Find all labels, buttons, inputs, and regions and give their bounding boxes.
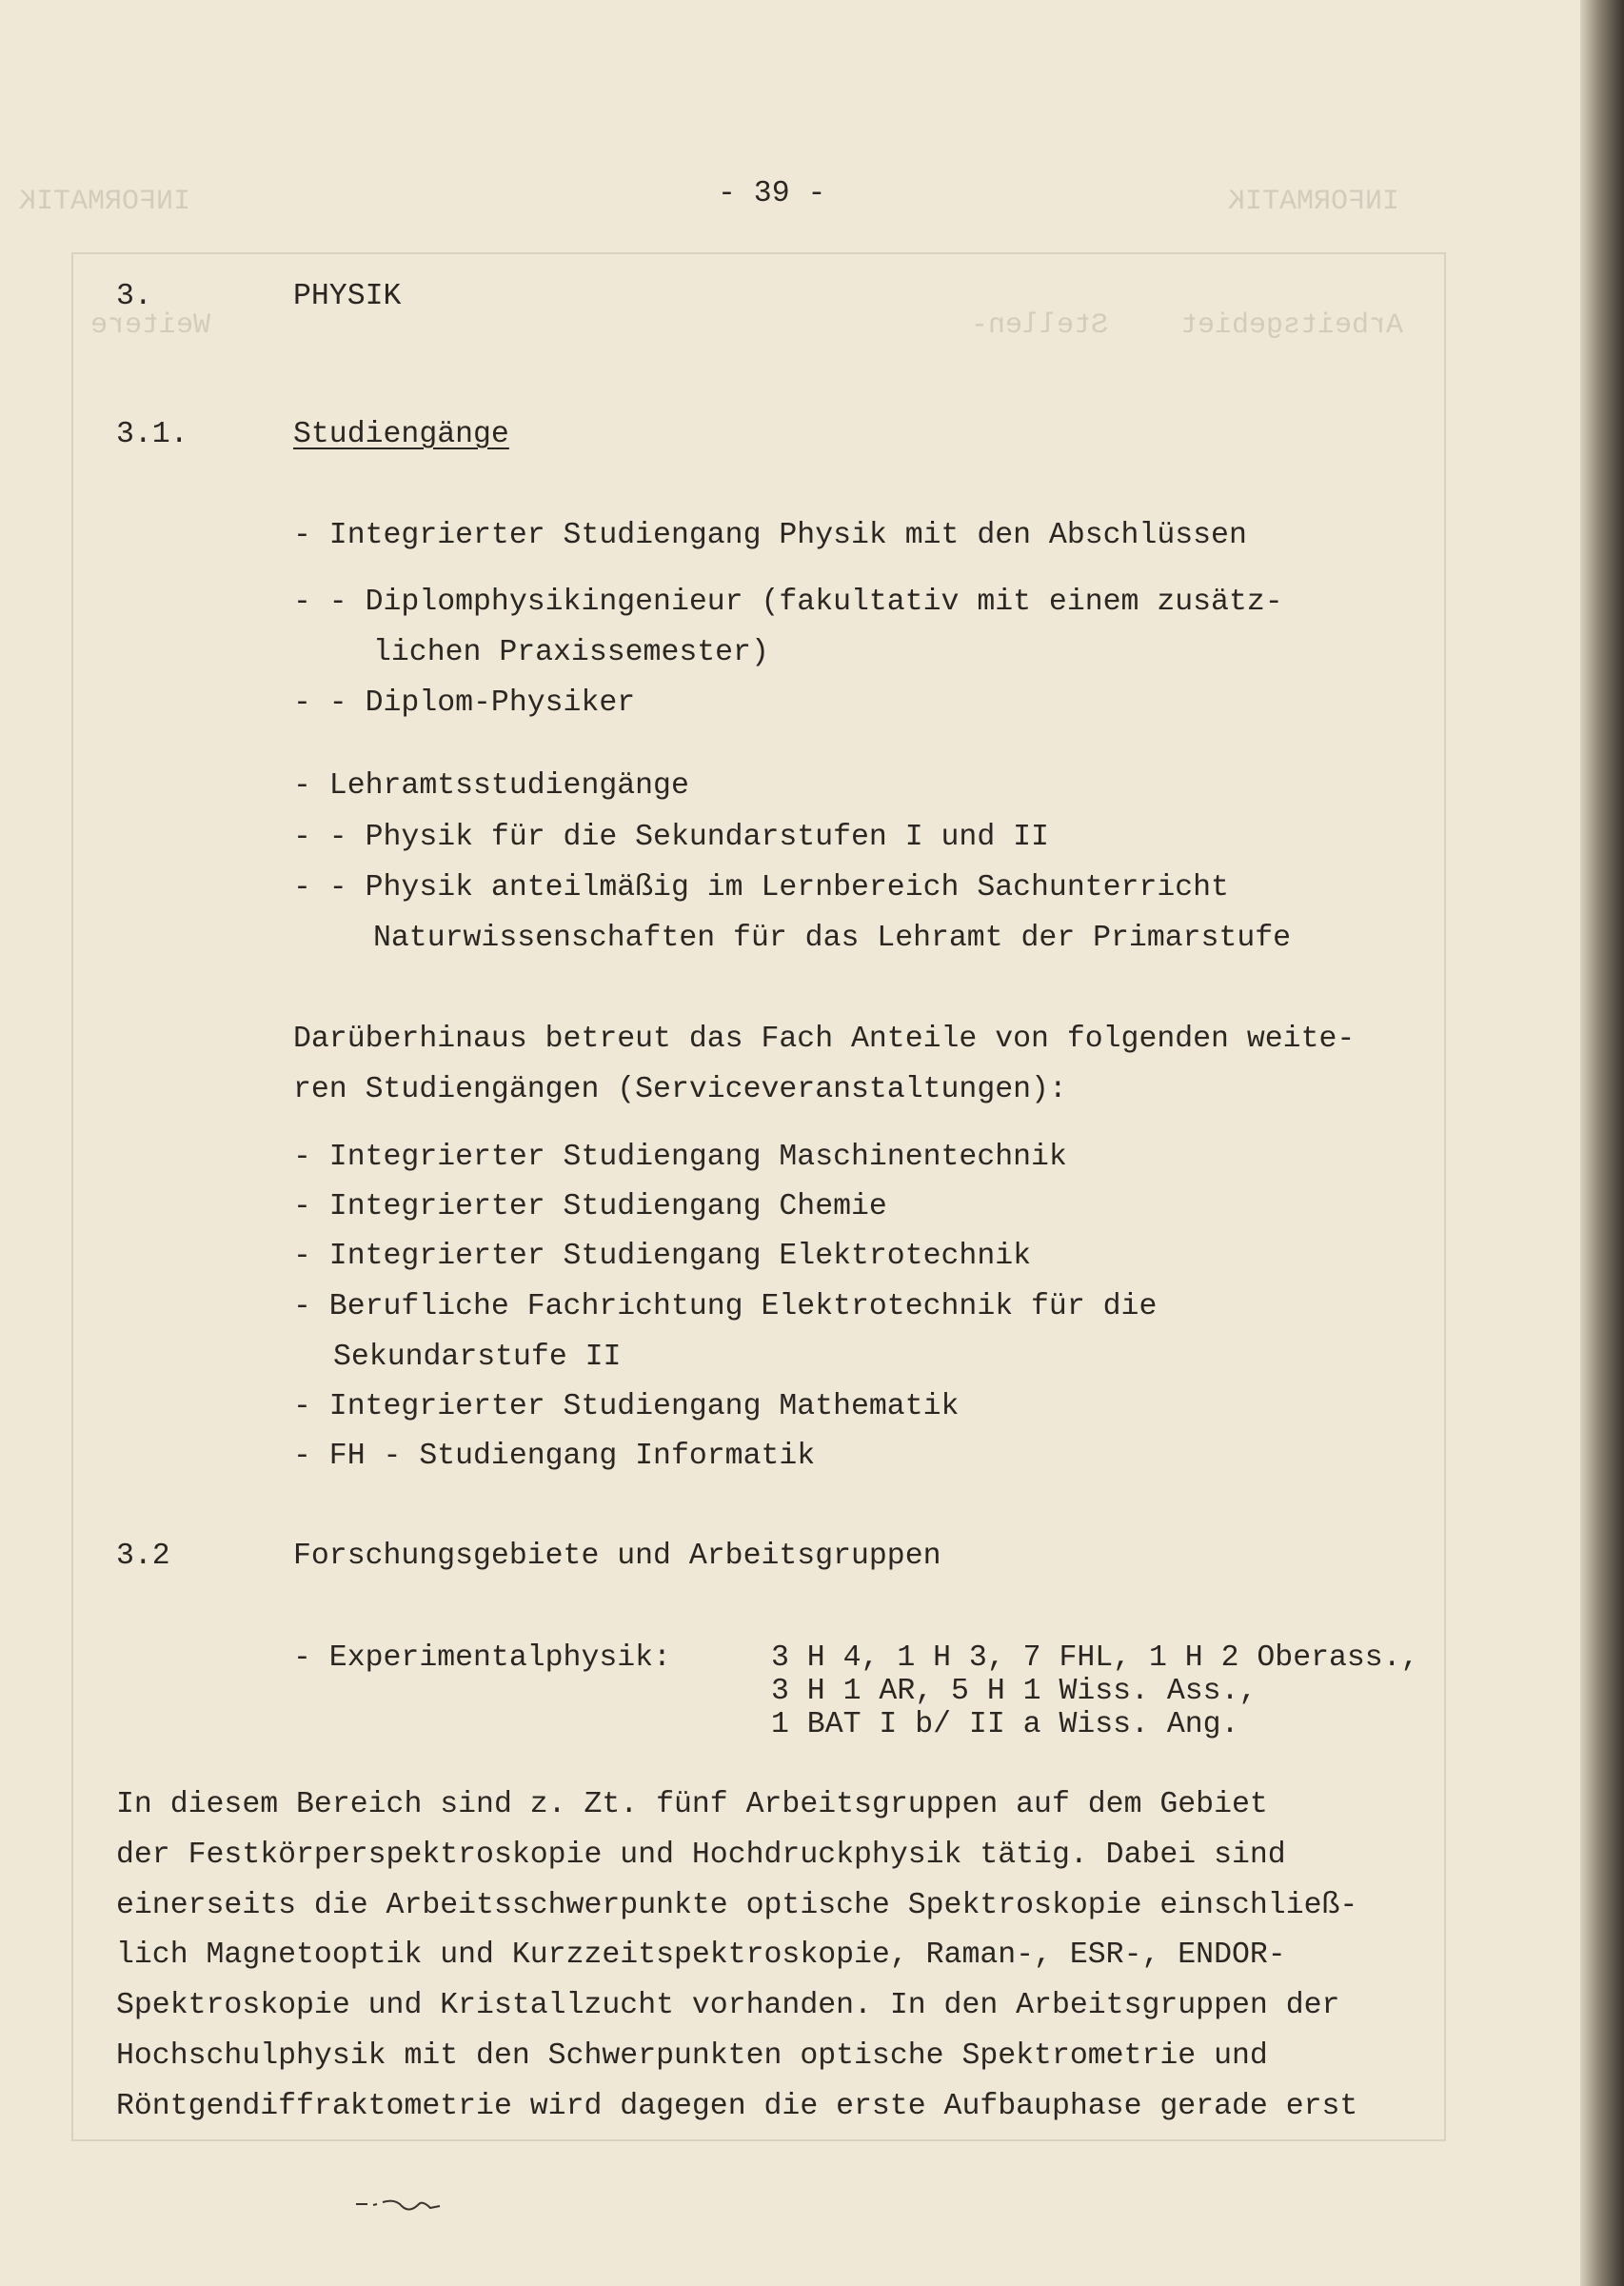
service-intro: Darüberhinaus betreut das Fach Anteile von folgenden weite- (293, 1023, 1356, 1056)
program-item: - Integrierter Studiengang Physik mit den Abschlüssen (293, 519, 1247, 552)
paragraph-line: lich Magnetooptik und Kurzzeitspektroskopie, Raman-, ESR-, ENDOR- (116, 1938, 1286, 1972)
service-item: - Integrierter Studiengang Maschinentechnik (293, 1141, 1067, 1174)
section-3-title: PHYSIK (293, 280, 402, 313)
program-item: - - Diplomphysikingenieur (fakultativ mit einem zusätz- (293, 586, 1283, 619)
section-3-number: 3. (116, 280, 152, 313)
paragraph-line: einerseits die Arbeitsschwerpunkte optische Spektroskopie einschließ- (116, 1889, 1358, 1922)
bleed-through-col-a: Arbeitsgebiet (1180, 309, 1404, 342)
program-item: - - Physik für die Sekundarstufen I und II (293, 821, 1049, 854)
staff-line: 3 H 1 AR, 5 H 1 Wiss. Ass., (771, 1675, 1258, 1708)
service-item: - Integrierter Studiengang Chemie (293, 1190, 887, 1223)
section-32-title: Forschungsgebiete und Arbeitsgruppen (293, 1540, 941, 1573)
page-number: - 39 - (718, 177, 826, 210)
program-item: - Lehramtsstudiengänge (293, 769, 689, 803)
staff-line: 3 H 4, 1 H 3, 7 FHL, 1 H 2 Oberass., (771, 1641, 1419, 1675)
paragraph-line: Hochschulphysik mit den Schwerpunkten optische Spektrometrie und (116, 2039, 1268, 2073)
service-item: - Integrierter Studiengang Elektrotechnik (293, 1240, 1032, 1273)
service-item: Sekundarstufe II (333, 1341, 622, 1374)
service-intro: ren Studiengängen (Serviceveranstaltungen): (293, 1073, 1067, 1106)
bleed-through-col-c: Weitere (90, 309, 211, 342)
paragraph-line: der Festkörperspektroskopie und Hochdruckphysik tätig. Dabei sind (116, 1839, 1286, 1872)
section-32-number: 3.2 (116, 1540, 170, 1573)
staff-line: 1 BAT I b/ II a Wiss. Ang. (771, 1708, 1239, 1741)
program-item: lichen Praxissemester) (373, 636, 769, 669)
service-item: - Berufliche Fachrichtung Elektrotechnik für die (293, 1290, 1158, 1323)
program-item: Naturwissenschaften für das Lehramt der Primarstufe (373, 922, 1292, 955)
service-item: - FH - Studiengang Informatik (293, 1440, 816, 1473)
service-item: - Integrierter Studiengang Mathematik (293, 1390, 960, 1423)
section-31-title: Studiengänge (293, 418, 509, 451)
section-31-number: 3.1. (116, 418, 188, 451)
program-item: - - Physik anteilmäßig im Lernbereich Sachunterricht (293, 871, 1229, 904)
page-binding-edge (1580, 0, 1624, 2286)
bleed-through-header-left: INFORMATIK (1228, 186, 1400, 218)
area-label: - Experimentalphysik: (293, 1641, 671, 1675)
program-item: - - Diplom-Physiker (293, 686, 636, 720)
pen-scribble (352, 2193, 447, 2221)
bleed-through-col-b: Stellen- (971, 309, 1109, 342)
bleed-through-header-right: INFORMATIK (19, 186, 191, 218)
paragraph-line: Röntgendiffraktometrie wird dagegen die erste Aufbauphase gerade erst (116, 2090, 1358, 2123)
paragraph-line: In diesem Bereich sind z. Zt. fünf Arbeitsgruppen auf dem Gebiet (116, 1788, 1268, 1821)
paragraph-line: Spektroskopie und Kristallzucht vorhanden. In den Arbeitsgruppen der (116, 1989, 1340, 2022)
